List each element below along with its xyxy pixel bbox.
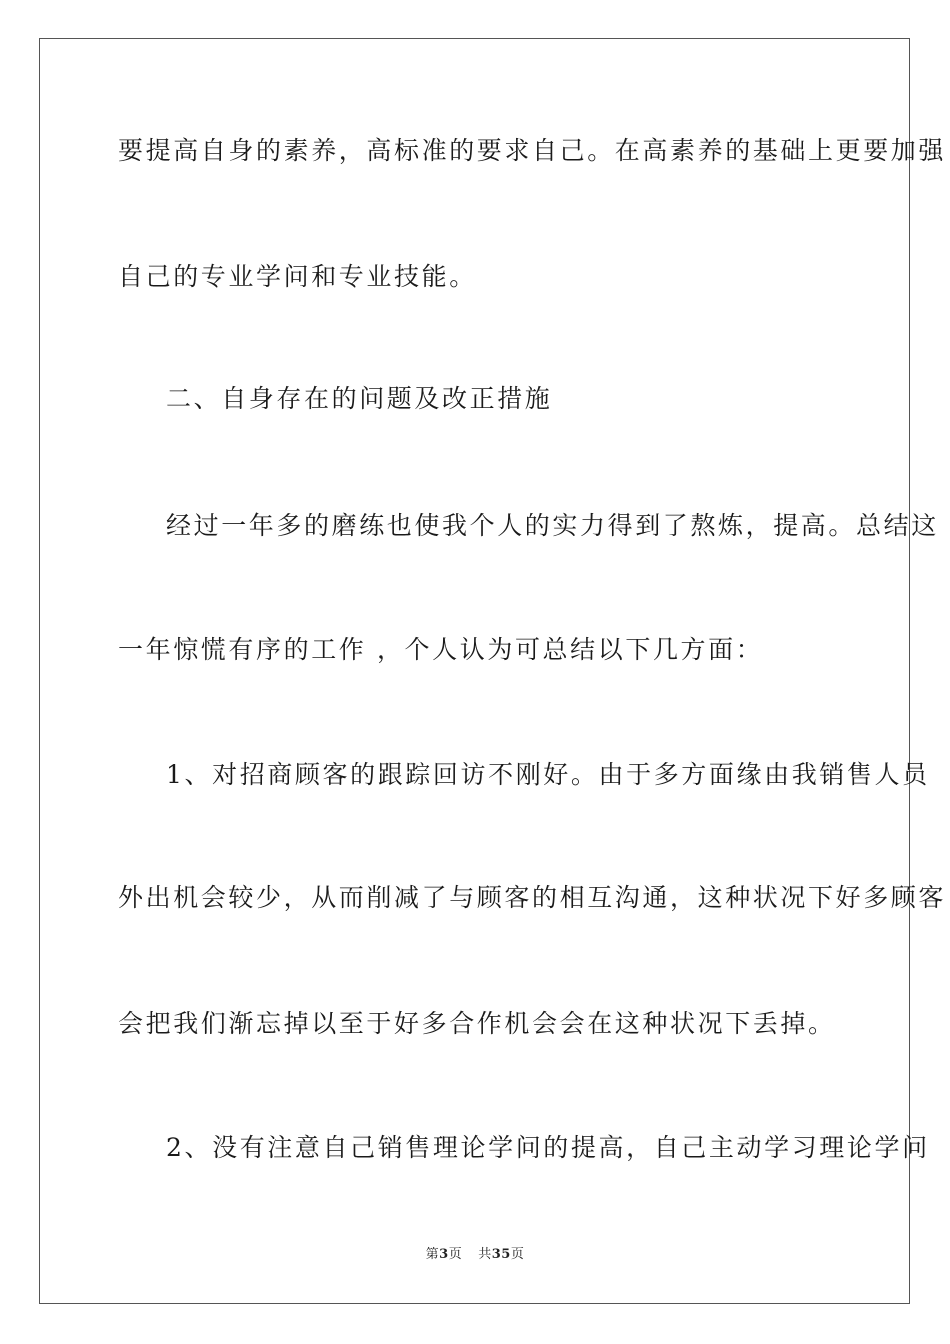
- total-pages: 35: [491, 1247, 511, 1262]
- page-frame: [39, 38, 947, 1304]
- body-line-3: 经过一年多的磨练也使我个人的实力得到了熬炼，提高。总结这: [166, 511, 939, 540]
- page-footer: [0, 1247, 950, 1263]
- body-line-6: 外出机会较少，从而削减了与顾客的相互沟通，这种状况下好多顾客: [118, 883, 947, 912]
- total-prefix: 共: [478, 1247, 492, 1262]
- body-line-7: 会把我们渐忘掉以至于好多合作机会会在这种状况下丢掉。: [118, 1009, 836, 1038]
- page-number: 3: [439, 1247, 449, 1262]
- body-line-8: 2、没有注意自己销售理论学问的提高，自己主动学习理论学问: [166, 1133, 930, 1162]
- page-suffix: 页: [448, 1247, 463, 1262]
- body-line-4: 一年惊慌有序的工作 ，个人认为可总结以下几方面：: [118, 635, 764, 664]
- body-line-2: 自己的专业学问和专业技能。: [118, 262, 477, 291]
- page-prefix: 第: [425, 1247, 440, 1262]
- body-line-5: 1、对招商顾客的跟踪回访不刚好。由于多方面缘由我销售人员: [166, 760, 930, 789]
- body-line-1: 要提高自身的素养，高标准的要求自己。在高素养的基础上更要加强: [118, 136, 947, 165]
- section-heading: 二、自身存在的问题及改正措施: [166, 384, 553, 413]
- total-suffix: 页: [510, 1247, 525, 1262]
